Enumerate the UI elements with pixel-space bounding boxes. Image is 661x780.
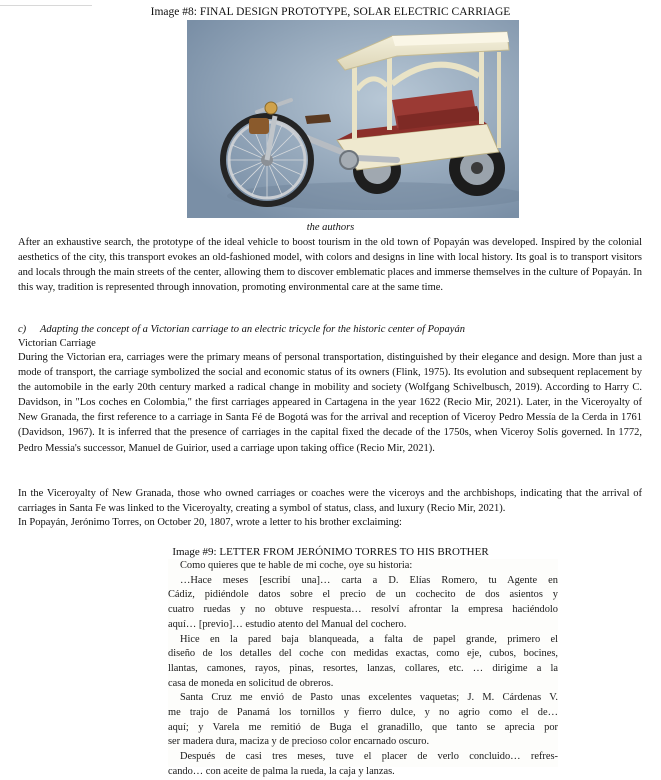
letter-line: me trajo de Panamá los tornillos y fierro dulce, y no agrio como el de…: [168, 707, 558, 719]
letter-line: …Hace meses [escribí una]… carta a D. Elías Romero, tu Agente en: [180, 574, 558, 586]
section-heading-text: Adapting the concept of a Victorian carriage to an electric tricycle for the historic center of Popayán: [40, 324, 465, 335]
letter-line: cuatro ruedas y no obtuve respuesta… resolví afrontar la empresa haciéndolo: [168, 604, 558, 616]
letter-scan: [168, 559, 558, 777]
letter-line: ser madera dura, maciza y de precioso color encarnado oscuro.: [168, 736, 430, 748]
figure-9-caption: Image #9: LETTER FROM JERÓNIMO TORRES TO HIS BROTHER: [172, 546, 489, 558]
letter-line: Santa Cruz me envió de Pasto unas excelentes vaquetas; J. M. Cárdenas V.: [180, 692, 558, 704]
figure-8-credit: the authors: [306, 222, 355, 233]
carriage-illustration: [187, 20, 519, 218]
section-subtitle: Victorian Carriage: [18, 338, 96, 349]
letter-line: Hice en la pared baja blanqueada, a falta de papel grande, primero el: [180, 633, 558, 645]
letter-line: llantas, camones, rayos, pinas, resortes, lanzas, collares, etc. … dirigime a la: [168, 662, 558, 674]
letter-line: diseño de los detalles del coche con medidas exactas, como eje, cubos, bocines,: [168, 648, 558, 660]
paragraph-letter-intro: In Popayán, Jerónimo Torres, on October 20, 1807, wrote a letter to his brother exclaiming:: [18, 517, 402, 528]
figure-8-caption: Image #8: FINAL DESIGN PROTOTYPE, SOLAR ELECTRIC CARRIAGE: [150, 6, 511, 18]
paragraph-viceroyalty: In the Viceroyalty of New Granada, those who owned carriages or coaches were the viceroys and the archbishops, indicating that the arrival of carriages in Santa Fe was linked to the Viceroyalty, creating a symbol of status, class, and luxury (Recio Mir, 2021).: [18, 488, 642, 515]
letter-line: casa de moneda en solicitud de obreros.: [168, 677, 334, 689]
letter-line: Cádiz, pidiéndole datos sobre el precio de un cochecito de dos asientos y: [168, 589, 558, 601]
letter-line: Después de casi tres meses, tuve el placer de verlo concluido… refres-: [180, 751, 558, 763]
letter-line: Como quieres que te hable de mi coche, oye su historia:: [180, 560, 413, 571]
section-label: c): [18, 324, 27, 335]
letter-line: aquí… [previo]… estudio atento del Manual del cochero.: [168, 618, 407, 630]
section-heading: [18, 323, 642, 336]
paragraph-victorian-history: During the Victorian era, carriages were the primary means of personal transportation, distinguished by their elegance and design. More than just a mode of transport, the carriage symbolized the social and economic status of its owners (Flink, 1975). Its evolution and subsequent replacement by the automobile in the early 20th century marked a radical change in mobility and society (Wolfgang Schivelbusch, 2019). According to Harry C. Davidson, in "Los coches en Colombia," the first carriages appeared in Cartagena in the year 1622 (Recio Mir, 2021). Later, in the Viceroyalty of New Granada, the first reference to a carriage in Santa Fé de Bogotá was for the arrival and reception of Viceroy Pedro Messía de la Cerda in 1761 (Davidson, 1967). It is inferred that the presence of carriages in the capital fixed the decade of the 1750s, when Viceroy Solís governed. In 1772, Pedro Messia's successor, Manuel de Guirior, used a carriage upon taking office (Recio Mir, 2021).: [18, 352, 642, 454]
carriage-prototype-render: [187, 20, 519, 218]
letter-line: aquí; y Varela me remitió de Buga el granadillo, que tanto se aprecia por: [168, 721, 558, 733]
letter-line: cando… con aceite de palma la rueda, la caja y lanzas.: [168, 765, 395, 777]
paragraph-prototype-description: After an exhaustive search, the prototype of the ideal vehicle to boost tourism in the old town of Popayán was developed. Inspired by the colonial aesthetics of the city, this transport evokes an old-fashioned model, with colors and designs in line with local history. Its goal is to transport visitors and locals through the main streets of the center, allowing them to discover emblematic places and immerse themselves in the culture of Popayán. In this way, tradition is represented through innovation, promoting environmental care at the same time.: [18, 237, 642, 294]
